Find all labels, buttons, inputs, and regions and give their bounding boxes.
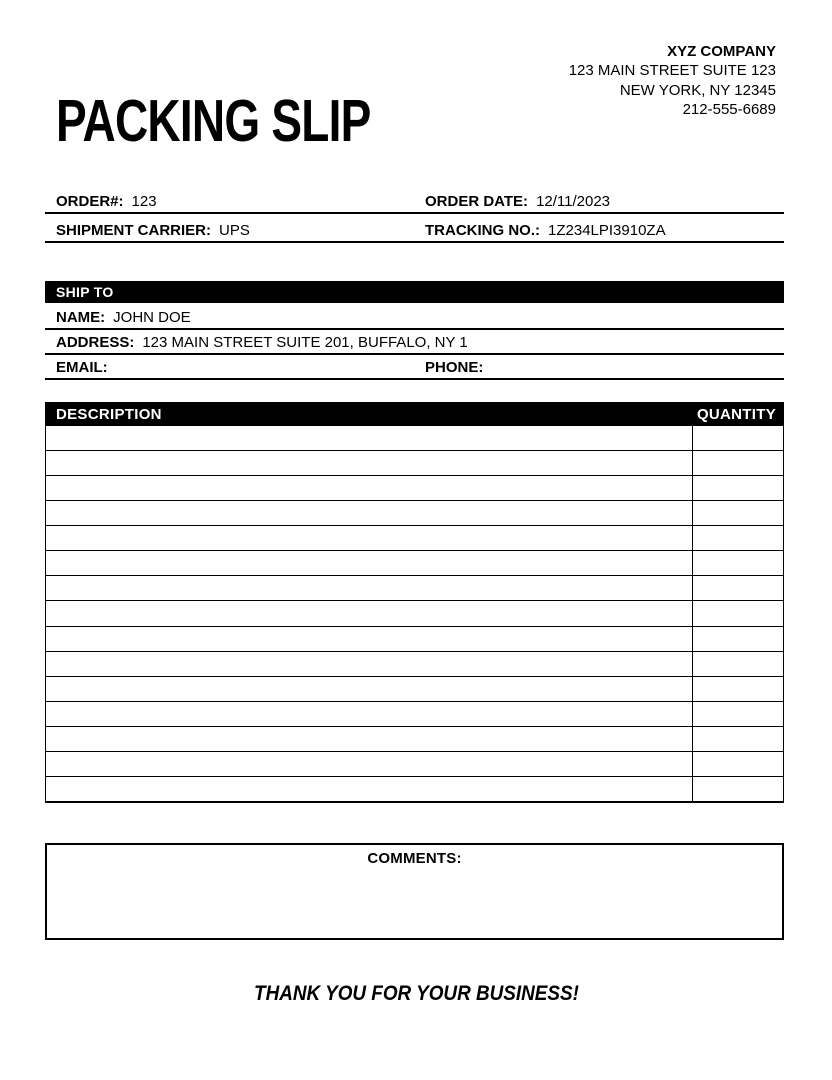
- quantity-cell: [692, 727, 783, 751]
- address-label: ADDRESS:: [56, 334, 135, 351]
- company-phone: 212-555-6689: [682, 100, 776, 118]
- table-row: [46, 576, 783, 601]
- description-cell: [46, 702, 691, 726]
- table-row: [46, 627, 783, 652]
- table-row: [46, 601, 783, 626]
- company-info: [569, 42, 776, 119]
- shipment-carrier-value: UPS: [219, 222, 250, 239]
- quantity-cell: [692, 551, 783, 575]
- company-name: XYZ COMPANY: [667, 43, 776, 60]
- order-number-row: [45, 192, 784, 214]
- email-label: EMAIL:: [56, 359, 108, 376]
- table-row: [46, 702, 783, 727]
- order-date-value: 12/11/2023: [536, 193, 611, 210]
- description-cell: [46, 677, 691, 701]
- table-row: [46, 551, 783, 576]
- description-cell: [46, 727, 691, 751]
- description-cell: [46, 451, 691, 475]
- quantity-cell: [692, 677, 783, 701]
- ship-to-title: SHIP TO: [56, 284, 114, 300]
- description-cell: [46, 576, 691, 600]
- table-row: [46, 476, 783, 501]
- phone-label: PHONE:: [425, 359, 484, 376]
- table-row: [46, 652, 783, 677]
- quantity-cell: [692, 627, 783, 651]
- description-cell: [46, 426, 691, 450]
- quantity-cell: [692, 777, 783, 801]
- quantity-cell: [692, 451, 783, 475]
- carrier-row: [45, 221, 784, 243]
- comments-label: COMMENTS:: [367, 850, 462, 867]
- ship-to-section-header: [45, 281, 784, 303]
- table-row: [46, 451, 783, 476]
- description-cell: [46, 752, 691, 776]
- company-address-line2: NEW YORK, NY 12345: [619, 81, 776, 99]
- description-cell: [46, 501, 691, 525]
- description-cell: [46, 601, 691, 625]
- table-row: [46, 426, 783, 451]
- shipment-carrier-label: SHIPMENT CARRIER:: [56, 222, 212, 239]
- name-label: NAME:: [56, 309, 106, 326]
- order-date-label: ORDER DATE:: [425, 193, 529, 210]
- quantity-cell: [692, 752, 783, 776]
- comments-box: [45, 843, 784, 940]
- ship-to-address-row: [45, 333, 784, 355]
- description-column-header: DESCRIPTION: [56, 405, 162, 423]
- table-row: [46, 677, 783, 702]
- name-value: JOHN DOE: [113, 309, 191, 326]
- ship-to-contact-row: [45, 358, 784, 380]
- quantity-cell: [692, 426, 783, 450]
- company-address-line1: 123 MAIN STREET SUITE 123: [568, 62, 776, 80]
- quantity-cell: [692, 526, 783, 550]
- table-row: [46, 727, 783, 752]
- description-cell: [46, 526, 691, 550]
- tracking-number-value: 1Z234LPI3910ZA: [548, 222, 666, 239]
- quantity-cell: [692, 652, 783, 676]
- address-value: 123 MAIN STREET SUITE 201, BUFFALO, NY 1: [142, 334, 468, 351]
- footer-message: THANK YOU FOR YOUR BUSINESS!: [253, 982, 579, 1005]
- quantity-cell: [692, 501, 783, 525]
- description-cell: [46, 476, 691, 500]
- description-cell: [46, 777, 691, 801]
- table-row: [46, 526, 783, 551]
- page-title: PACKING SLIP: [56, 87, 371, 154]
- quantity-cell: [692, 476, 783, 500]
- ship-to-name-row: [45, 308, 784, 330]
- quantity-cell: [692, 702, 783, 726]
- order-number-label: ORDER#:: [56, 193, 124, 210]
- comments-value: [47, 868, 782, 872]
- table-row: [46, 752, 783, 777]
- table-row: [46, 777, 783, 801]
- items-table-header: [45, 402, 784, 426]
- order-number-value: 123: [131, 193, 157, 210]
- description-cell: [46, 652, 691, 676]
- description-cell: [46, 551, 691, 575]
- items-table-body: [45, 426, 784, 803]
- tracking-number-label: TRACKING NO.:: [425, 222, 540, 239]
- quantity-column-header: QUANTITY: [696, 405, 776, 423]
- quantity-cell: [692, 601, 783, 625]
- table-row: [46, 501, 783, 526]
- description-cell: [46, 627, 691, 651]
- quantity-cell: [692, 576, 783, 600]
